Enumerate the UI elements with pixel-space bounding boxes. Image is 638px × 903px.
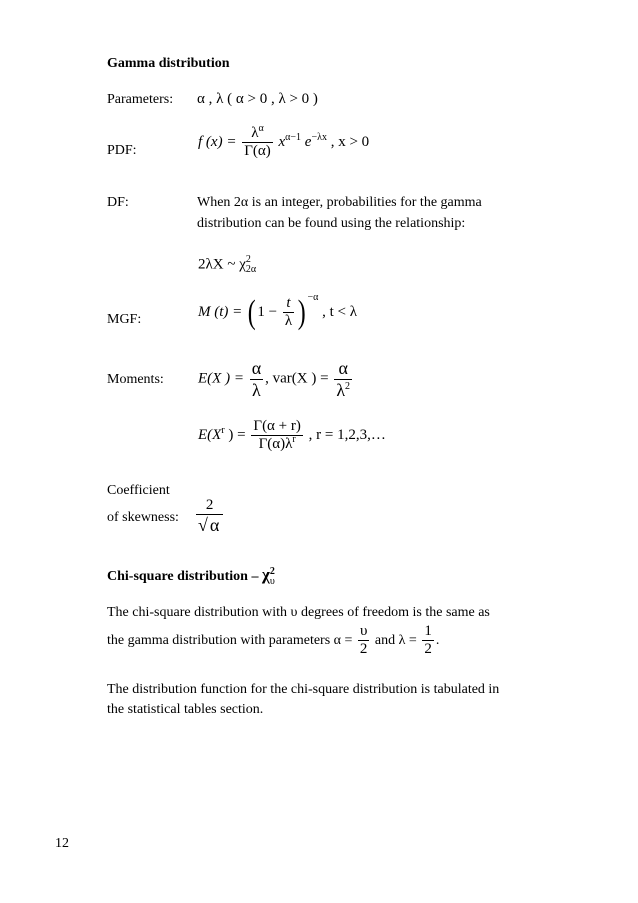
moments-1-den2-sup: 2 — [345, 380, 351, 392]
moments-1-den2: λ — [336, 379, 346, 400]
mgf-fraction — [283, 295, 294, 331]
pdf-den: Γ(α) — [244, 143, 271, 160]
df-relation — [198, 255, 256, 275]
pdf-label: PDF: — [107, 143, 137, 158]
mgf-den: λ — [284, 313, 293, 330]
mgf-label: MGF: — [107, 312, 142, 327]
pdf-lhs: f (x) = — [198, 134, 237, 151]
mgf-tail: , t < λ — [322, 304, 357, 321]
skewness-label-line-2: of skewness: — [107, 510, 179, 525]
moments-2-lhs-a: E(X — [198, 427, 222, 444]
pdf-fraction — [242, 125, 273, 161]
chisquare-frac1-num: υ — [358, 623, 370, 641]
pdf-e: e — [304, 134, 312, 151]
moments-1-num2: α — [334, 358, 352, 380]
pdf-num: λ — [251, 125, 259, 141]
skewness-label-line-1: Coefficient — [107, 483, 170, 498]
moments-formula-2 — [198, 418, 386, 454]
df-label: DF: — [107, 195, 129, 210]
chisquare-text-line-1: The chi-square distribution with υ degrees of freedom is the same as — [107, 605, 490, 620]
chisquare-title-text: Chi-square distribution – — [107, 569, 259, 584]
moments-2-den-sup: r — [292, 434, 296, 446]
moments-2-lhs-sup: r — [221, 425, 225, 437]
moments-1-den: λ — [252, 379, 261, 400]
chisquare-text-line-3: The distribution function for the chi-square distribution is tabulated in — [107, 682, 500, 697]
chisquare-text-line-4: the statistical tables section. — [107, 702, 264, 717]
moments-label: Moments: — [107, 372, 164, 387]
df-text-line-1: When 2α is an integer, probabilities for the gamma — [197, 195, 482, 210]
moments-2-lhs-b: ) = — [224, 427, 246, 444]
skew-rad: α — [209, 515, 220, 536]
pdf-x: x — [278, 134, 286, 151]
pdf-num-sup: α — [258, 123, 264, 134]
pdf-e-sup: −λx — [311, 132, 327, 144]
pdf-tail: , x > 0 — [330, 134, 370, 151]
moments-2-tail: , r = 1,2,3,… — [308, 427, 386, 444]
mgf-formula: M (t) = ( 1 − $\frac{t}{\lambda}$ ) $^{-\alpha}$ , t < λ — [198, 292, 357, 331]
mgf-one: 1 − — [257, 304, 278, 321]
chisquare-title-sup: 2 — [269, 565, 275, 577]
moments-2-den: Γ(α)λ — [258, 436, 293, 453]
skew-root: √ — [198, 515, 208, 536]
pdf-formula — [198, 125, 369, 161]
chisquare-frac2-den: 2 — [424, 641, 432, 658]
skewness-formula — [194, 497, 225, 537]
parameters-expression: α , λ ( α > 0 , λ > 0 ) — [197, 91, 318, 107]
df-relation-sub: 2α — [245, 264, 257, 275]
moments-1-num: α — [251, 358, 262, 378]
chisquare-title-sub: υ — [269, 575, 275, 587]
mgf-lhs: M (t) = — [198, 304, 243, 321]
df-text-line-2: distribution can be found using the relationship: — [197, 216, 466, 231]
page-number: 12 — [55, 836, 69, 851]
moments-formula-1 — [198, 358, 354, 400]
moments-1-mid: , var(X ) = — [265, 370, 329, 387]
chisquare-text-2b: and λ = — [374, 632, 417, 648]
df-relation-lhs: 2λX ~ χ — [198, 256, 246, 273]
parameters-label: Parameters: — [107, 92, 174, 107]
gamma-title: Gamma distribution — [107, 56, 230, 71]
chisquare-frac2-num: 1 — [422, 623, 434, 641]
chisquare-title — [107, 565, 275, 587]
chisquare-text-line-2 — [107, 623, 439, 659]
moments-1-lhs: E(X ) = — [198, 370, 244, 387]
moments-2-num: Γ(α + r) — [251, 418, 302, 436]
chisquare-text-2c: . — [435, 632, 440, 648]
pdf-x-sup: α−1 — [285, 132, 302, 144]
mgf-exp: −α — [307, 292, 319, 304]
df-relation-sup: 2 — [245, 254, 251, 265]
chisquare-text-2a: the gamma distribution with parameters α = — [107, 632, 353, 648]
skew-num: 2 — [196, 497, 223, 515]
chisquare-title-symbol: χ — [261, 565, 270, 584]
chisquare-frac1-den: 2 — [359, 641, 368, 658]
mgf-num: t — [286, 295, 291, 311]
